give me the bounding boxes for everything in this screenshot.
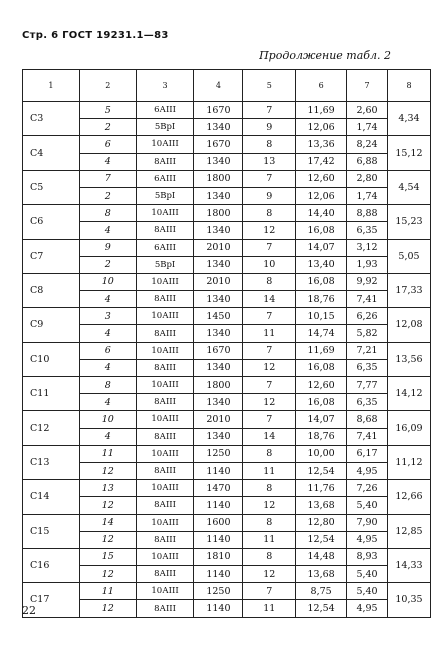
table-row [23,566,431,583]
table-row [23,205,431,222]
table-cell: 13,68 [296,497,347,514]
table-cell: 8АIII [136,222,194,239]
table-cell: 8,24 [347,136,388,153]
table-row [23,514,431,531]
table-cell: 6,35 [347,394,388,411]
table-cell: 12,54 [296,531,347,548]
table-cell: 18,76 [296,291,347,308]
table-cell: 7,77 [347,377,388,394]
table-row [23,239,431,256]
table-cell: 1450 [194,308,243,325]
table-cell: 1340 [194,325,243,342]
table-cell: 10АIII [136,377,194,394]
total-mass-cell: 16,09 [387,411,430,445]
table-cell: 9 [79,239,136,256]
table-cell: 1,74 [347,119,388,136]
table-cell: 5ВрI [136,119,194,136]
table-cell: 6 [79,136,136,153]
table-cell: 1340 [194,359,243,376]
table-cell: 4 [79,222,136,239]
table-cell: 16,08 [296,394,347,411]
table-cell: 6,88 [347,153,388,170]
table-cell: 12,80 [296,514,347,531]
column-header: 3 [136,70,194,102]
table-cell: 1,93 [347,256,388,273]
table-cell: 8,68 [347,411,388,428]
table-cell: 12 [79,497,136,514]
table-cell: 1670 [194,342,243,359]
table-cell: 1810 [194,548,243,565]
table-cell: 1470 [194,480,243,497]
table-cell: 14,74 [296,325,347,342]
table-cell: 6АIII [136,102,194,119]
element-mark: С6 [23,205,80,239]
table-cell: 12 [79,462,136,479]
table-cell: 10АIII [136,342,194,359]
table-row [23,256,431,273]
table-cell: 14 [243,291,296,308]
table-cell: 10АIII [136,308,194,325]
table-cell: 15 [79,548,136,565]
table-cell: 6,35 [347,222,388,239]
table-cell: 10АIII [136,445,194,462]
table-cell: 14,07 [296,411,347,428]
table-cell: 6,35 [347,359,388,376]
column-header: 5 [243,70,296,102]
element-mark: С15 [23,514,80,548]
table-cell: 7 [243,411,296,428]
table-cell: 6,26 [347,308,388,325]
table-row [23,583,431,600]
table-cell: 12 [79,566,136,583]
table-row [23,342,431,359]
table-cell: 4 [79,428,136,445]
table-row [23,480,431,497]
table-cell: 1340 [194,291,243,308]
table-row [23,308,431,325]
table-cell: 7 [243,102,296,119]
column-header: 2 [79,70,136,102]
table-cell: 4,95 [347,600,388,617]
table-cell: 7,41 [347,428,388,445]
table-cell: 12 [79,531,136,548]
table-cell: 10,00 [296,445,347,462]
table-cell: 8,88 [347,205,388,222]
table-cell: 14 [243,428,296,445]
specification-table [22,69,431,618]
table-row [23,548,431,565]
table-cell: 10АIII [136,136,194,153]
total-mass-cell: 10,35 [387,583,430,617]
total-mass-cell: 17,33 [387,273,430,307]
table-cell: 1,74 [347,187,388,204]
table-cell: 12,54 [296,600,347,617]
table-cell: 12 [243,222,296,239]
total-mass-cell: 14,33 [387,548,430,582]
total-mass-cell: 11,12 [387,445,430,479]
table-cell: 8 [79,377,136,394]
element-mark: С13 [23,445,80,479]
table-cell: 10АIII [136,583,194,600]
table-cell: 12 [243,497,296,514]
table-cell: 7,90 [347,514,388,531]
table-cell: 2 [79,119,136,136]
table-cell: 3 [79,308,136,325]
total-mass-cell: 12,85 [387,514,430,548]
table-cell: 5,40 [347,497,388,514]
table-cell: 5ВрI [136,187,194,204]
table-cell: 14 [79,514,136,531]
element-mark: С12 [23,411,80,445]
table-row [23,102,431,119]
table-cell: 8 [243,205,296,222]
table-row [23,462,431,479]
table-cell: 11 [243,462,296,479]
page-header: Стр. 6 ГОСТ 19231.1—83 [22,30,169,41]
table-cell: 2010 [194,239,243,256]
element-mark: С8 [23,273,80,307]
table-cell: 13 [243,153,296,170]
table-cell: 11 [243,325,296,342]
table-cell: 1600 [194,514,243,531]
table-cell: 11,76 [296,480,347,497]
table-row [23,136,431,153]
table-row [23,600,431,617]
table-cell: 4,95 [347,462,388,479]
table-row [23,394,431,411]
table-cell: 1800 [194,377,243,394]
table-cell: 13,40 [296,256,347,273]
table-cell: 1140 [194,566,243,583]
table-cell: 4 [79,153,136,170]
total-mass-cell: 5,05 [387,239,430,273]
table-cell: 1340 [194,119,243,136]
total-mass-cell: 12,08 [387,308,430,342]
table-cell: 1340 [194,187,243,204]
table-cell: 7 [243,583,296,600]
table-cell: 5 [79,102,136,119]
total-mass-cell: 13,56 [387,342,430,376]
table-cell: 8 [243,480,296,497]
table-cell: 14,40 [296,205,347,222]
table-cell: 17,42 [296,153,347,170]
table-cell: 6 [79,342,136,359]
table-cell: 16,08 [296,273,347,290]
table-cell: 4,95 [347,531,388,548]
table-row [23,445,431,462]
table-row [23,222,431,239]
table-cell: 4 [79,394,136,411]
table-cell: 11,69 [296,102,347,119]
table-cell: 6АIII [136,170,194,187]
table-cell: 7 [243,239,296,256]
table-cell: 8АIII [136,325,194,342]
table-cell: 8 [243,136,296,153]
table-cell: 8 [79,205,136,222]
table-cell: 8АIII [136,394,194,411]
table-cell: 8АIII [136,497,194,514]
table-cell: 12,06 [296,119,347,136]
table-body [23,102,431,618]
table-cell: 11 [79,445,136,462]
page-number: 22 [22,604,36,617]
table-cell: 9 [243,119,296,136]
table-cell: 1140 [194,600,243,617]
element-mark: С3 [23,102,80,136]
table-cell: 11 [79,583,136,600]
table-cell: 2010 [194,411,243,428]
table-cell: 1340 [194,394,243,411]
element-mark: С9 [23,308,80,342]
table-row [23,187,431,204]
table-cell: 1340 [194,153,243,170]
table-row [23,428,431,445]
table-cell: 2,60 [347,102,388,119]
element-mark: С10 [23,342,80,376]
table-cell: 12,60 [296,170,347,187]
table-cell: 5ВрI [136,256,194,273]
table-cell: 7 [243,377,296,394]
table-cell: 8 [243,514,296,531]
table-cell: 13,68 [296,566,347,583]
column-header: 7 [347,70,388,102]
table-cell: 2010 [194,273,243,290]
table-cell: 12 [79,600,136,617]
table-cell: 6,17 [347,445,388,462]
table-cell: 8АIII [136,153,194,170]
table-cell: 12,54 [296,462,347,479]
table-continuation-label: Продолжение табл. 2 [259,49,391,62]
table-cell: 6АIII [136,239,194,256]
table-cell: 1140 [194,531,243,548]
total-mass-cell: 4,54 [387,170,430,204]
table-cell: 7,41 [347,291,388,308]
table-cell: 5,82 [347,325,388,342]
table-cell: 7,21 [347,342,388,359]
table-cell: 12,60 [296,377,347,394]
table-row [23,273,431,290]
table-cell: 1340 [194,428,243,445]
column-header: 1 [23,70,80,102]
table-cell: 7 [243,308,296,325]
table-cell: 1670 [194,102,243,119]
table-cell: 7 [243,342,296,359]
table-row [23,119,431,136]
table-row [23,497,431,514]
table-cell: 2 [79,187,136,204]
table-cell: 8 [243,445,296,462]
table-cell: 4 [79,325,136,342]
table-header-row [23,70,431,102]
table-cell: 12,06 [296,187,347,204]
total-mass-cell: 12,66 [387,480,430,514]
table-cell: 3,12 [347,239,388,256]
table-cell: 5,40 [347,566,388,583]
table-cell: 18,76 [296,428,347,445]
table-cell: 1250 [194,583,243,600]
table-cell: 10АIII [136,205,194,222]
table-cell: 10АIII [136,480,194,497]
table-cell: 16,08 [296,222,347,239]
element-mark: С14 [23,480,80,514]
table-cell: 12 [243,359,296,376]
table-cell: 1250 [194,445,243,462]
table-row [23,359,431,376]
table-cell: 12 [243,566,296,583]
table-cell: 5,40 [347,583,388,600]
column-header: 4 [194,70,243,102]
table-cell: 1800 [194,170,243,187]
table-cell: 7 [79,170,136,187]
element-mark: С4 [23,136,80,170]
table-cell: 10,15 [296,308,347,325]
table-row [23,531,431,548]
table-row [23,411,431,428]
total-mass-cell: 4,34 [387,102,430,136]
table-cell: 10АIII [136,548,194,565]
table-cell: 8АIII [136,531,194,548]
table-cell: 10АIII [136,514,194,531]
table-row [23,170,431,187]
column-header: 8 [387,70,430,102]
table-cell: 12 [243,394,296,411]
table-cell: 13 [79,480,136,497]
table-row [23,325,431,342]
element-mark: С16 [23,548,80,582]
table-cell: 8АIII [136,600,194,617]
table-cell: 8 [243,548,296,565]
table-cell: 10АIII [136,273,194,290]
table-row [23,291,431,308]
table-cell: 11 [243,531,296,548]
table-cell: 1670 [194,136,243,153]
table-row [23,377,431,394]
table-cell: 1140 [194,462,243,479]
element-mark: С17 [23,583,80,617]
table-cell: 8 [243,273,296,290]
table-cell: 8АIII [136,428,194,445]
table-cell: 1340 [194,222,243,239]
table-cell: 8АIII [136,359,194,376]
table-cell: 8,75 [296,583,347,600]
table-cell: 14,48 [296,548,347,565]
total-mass-cell: 15,23 [387,205,430,239]
table-cell: 4 [79,359,136,376]
total-mass-cell: 15,12 [387,136,430,170]
table-cell: 11,69 [296,342,347,359]
table-cell: 1340 [194,256,243,273]
table-cell: 2,80 [347,170,388,187]
table-cell: 8АIII [136,566,194,583]
table-cell: 10 [79,273,136,290]
table-cell: 11 [243,600,296,617]
table-cell: 9 [243,187,296,204]
element-mark: С7 [23,239,80,273]
table-cell: 16,08 [296,359,347,376]
total-mass-cell: 14,12 [387,377,430,411]
table-cell: 10 [243,256,296,273]
table-cell: 1140 [194,497,243,514]
table-cell: 1800 [194,205,243,222]
table-cell: 4 [79,291,136,308]
table-cell: 14,07 [296,239,347,256]
table-cell: 8,93 [347,548,388,565]
table-cell: 8АIII [136,291,194,308]
table-cell: 10АIII [136,411,194,428]
table-cell: 2 [79,256,136,273]
table-row [23,153,431,170]
element-mark: С11 [23,377,80,411]
column-header: 6 [296,70,347,102]
table-cell: 8АIII [136,462,194,479]
table-cell: 9,92 [347,273,388,290]
table-cell: 13,36 [296,136,347,153]
table-cell: 7,26 [347,480,388,497]
table-cell: 10 [79,411,136,428]
table-cell: 7 [243,170,296,187]
element-mark: С5 [23,170,80,204]
